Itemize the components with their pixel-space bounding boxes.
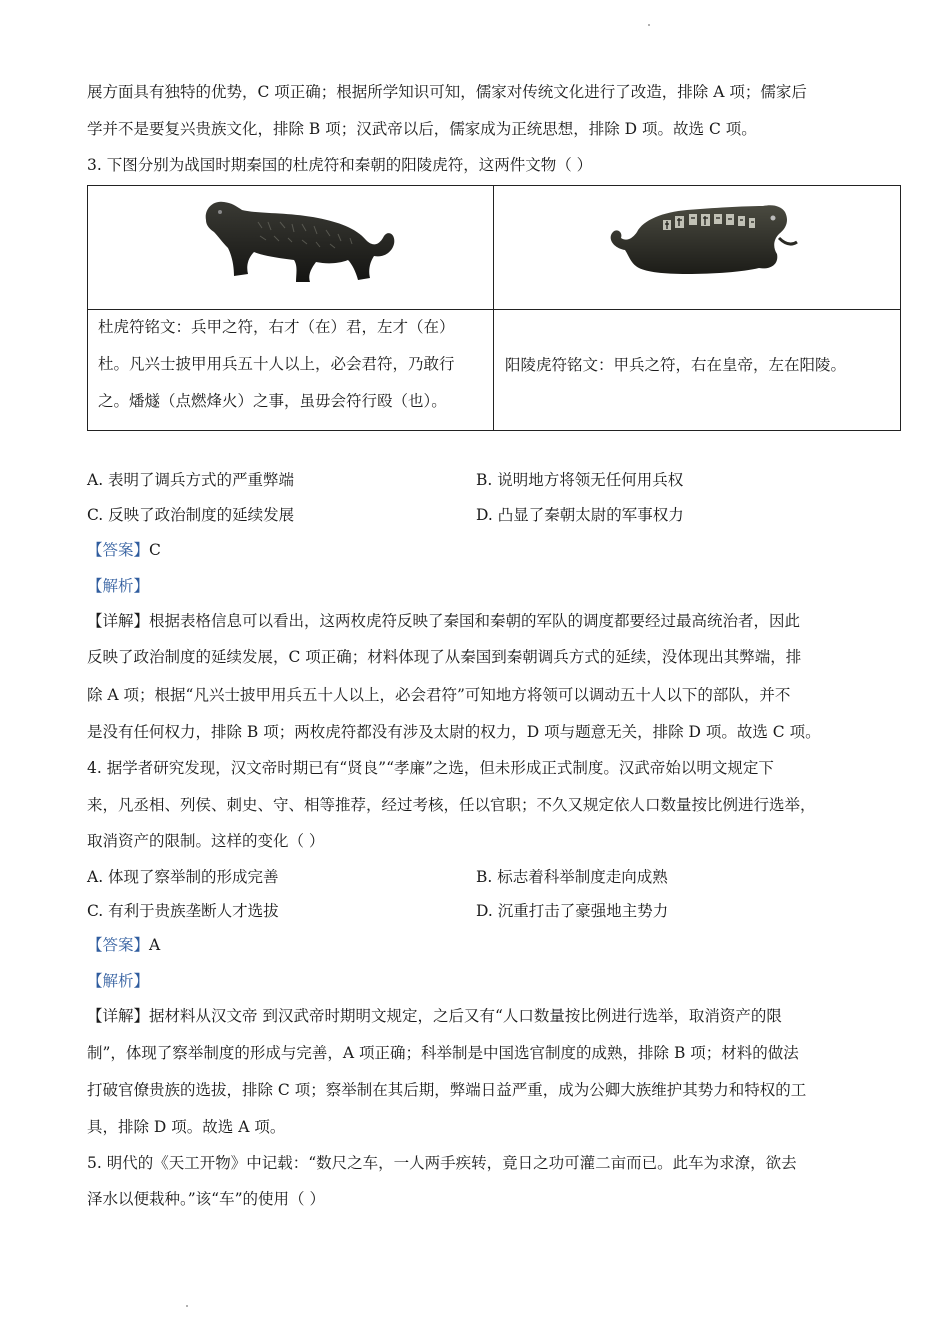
q4-answer-label: 【答案】: [87, 936, 150, 954]
q3-detail-label: 【详解】: [87, 612, 150, 630]
scan-dot-bottom: [186, 1305, 188, 1307]
q3-analysis-label: 【解析】: [87, 577, 150, 595]
yangling-tally-inscription: 阳陵虎符铭文：甲兵之符，右在皇帝，左在阳陵。: [505, 356, 847, 374]
q3-option-a: A. 表明了调兵方式的严重弊端: [87, 471, 295, 489]
q3-option-c: C. 反映了政治制度的延续发展: [87, 506, 295, 524]
du-tally-inscription-line-2: 杜。凡兴士披甲用兵五十人以上，必会君符，乃敢行: [98, 355, 455, 373]
du-tally-inscription-line-3: 之。燔燧（点燃烽火）之事，虽毋会符行殴（也）。: [98, 392, 447, 410]
q4-answer-value: A: [149, 936, 161, 954]
q4-detail-line-1: [87, 1006, 782, 1026]
q3-answer-label: 【答案】: [87, 541, 150, 559]
q4-detail-line-2: 制”，体现了察举制度的形成与完善，A 项正确；科举制是中国选官制度的成熟，排除 B 项；材料的做法: [87, 1044, 799, 1062]
q3-detail-line-4: 是没有任何权力，排除 B 项；两枚虎符都没有涉及太尉的权力，D 项与题意无关，排除 D 项。故选 C 项。: [87, 723, 821, 741]
q4-detail-text-1: 据材料从汉文帝 到汉武帝时期明文规定，之后又有“人口数量按比例进行选举，取消资产的限: [149, 1007, 782, 1025]
q4-stem-line-1: 4. 据学者研究发现，汉文帝时期已有“贤良”“孝廉”之选，但未形成正式制度。汉武帝始以明文规定下: [87, 759, 774, 777]
q4-detail-label: 【详解】: [87, 1007, 150, 1025]
q3-detail-line-3: 除 A 项；根据“凡兴士披甲用兵五十人以上，必会君符”可知地方将领可以调动五十人以下的部队，并不: [87, 686, 791, 704]
q3-option-d: D. 凸显了秦朝太尉的军事权力: [476, 506, 684, 524]
yangling-tiger-tally-image: [603, 192, 803, 302]
q4-analysis-label: 【解析】: [87, 972, 150, 990]
q3-detail-line-2: 反映了政治制度的延续发展，C 项正确；材料体现了从秦国到秦朝调兵方式的延续，没体现出其弊端，排: [87, 648, 802, 666]
q4-option-c: C. 有利于贵族垄断人才选拔: [87, 902, 279, 920]
q4-answer: [87, 935, 160, 955]
q4-stem-line-3: 取消资产的限制。这样的变化（ ）: [87, 832, 325, 850]
du-tally-inscription-line-1: 杜虎符铭文：兵甲之符，右才（在）君，左才（在）: [98, 318, 455, 336]
q4-stem-line-2: 来，凡丞相、列侯、刺史、守、相等推荐，经过考核，任以官职；不久又规定依人口数量按比例进行选举，: [87, 796, 816, 814]
q3-detail-text-1: 根据表格信息可以看出，这两枚虎符反映了秦国和秦朝的军队的调度都要经过最高统治者，因此: [149, 612, 801, 630]
q4-detail-line-3: 打破官僚贵族的选拔，排除 C 项；察举制在其后期，弊端日益严重，成为公卿大族维护其势力和特权的工: [87, 1081, 807, 1099]
continuation-line-1: 展方面具有独特的优势，C 项正确；根据所学知识可知，儒家对传统文化进行了改造，排除 A 项；儒家后: [87, 83, 807, 101]
q3-answer-value: C: [149, 541, 161, 559]
q4-detail-line-4: 具，排除 D 项。故选 A 项。: [87, 1118, 286, 1136]
q5-stem-line-2: 泽水以便栽种。”该“车”的使用（ ）: [87, 1190, 325, 1208]
q3-option-b: B. 说明地方将领无任何用兵权: [476, 471, 684, 489]
q3-answer: [87, 540, 161, 560]
q3-table: [87, 185, 901, 431]
q4-option-a: A. 体现了察举制的形成完善: [87, 868, 279, 886]
continuation-line-2: 学并不是要复兴贵族文化，排除 B 项；汉武帝以后，儒家成为正统思想，排除 D 项。故选 C 项。: [87, 120, 757, 138]
du-tiger-tally-image: [198, 192, 398, 302]
q4-option-d: D. 沉重打击了豪强地主势力: [476, 902, 669, 920]
q3-detail-line-1: [87, 611, 800, 631]
q5-stem-line-1: 5. 明代的《天工开物》中记载：“数尺之车，一人两手疾转，竟日之功可灌二亩而已。此车为求潦，欲去: [87, 1154, 797, 1172]
scan-dot-top: [648, 24, 650, 26]
q4-option-b: B. 标志着科举制度走向成熟: [476, 868, 668, 886]
q3-stem: 3. 下图分别为战国时期秦国的杜虎符和秦朝的阳陵虎符，这两件文物（ ）: [87, 156, 593, 174]
